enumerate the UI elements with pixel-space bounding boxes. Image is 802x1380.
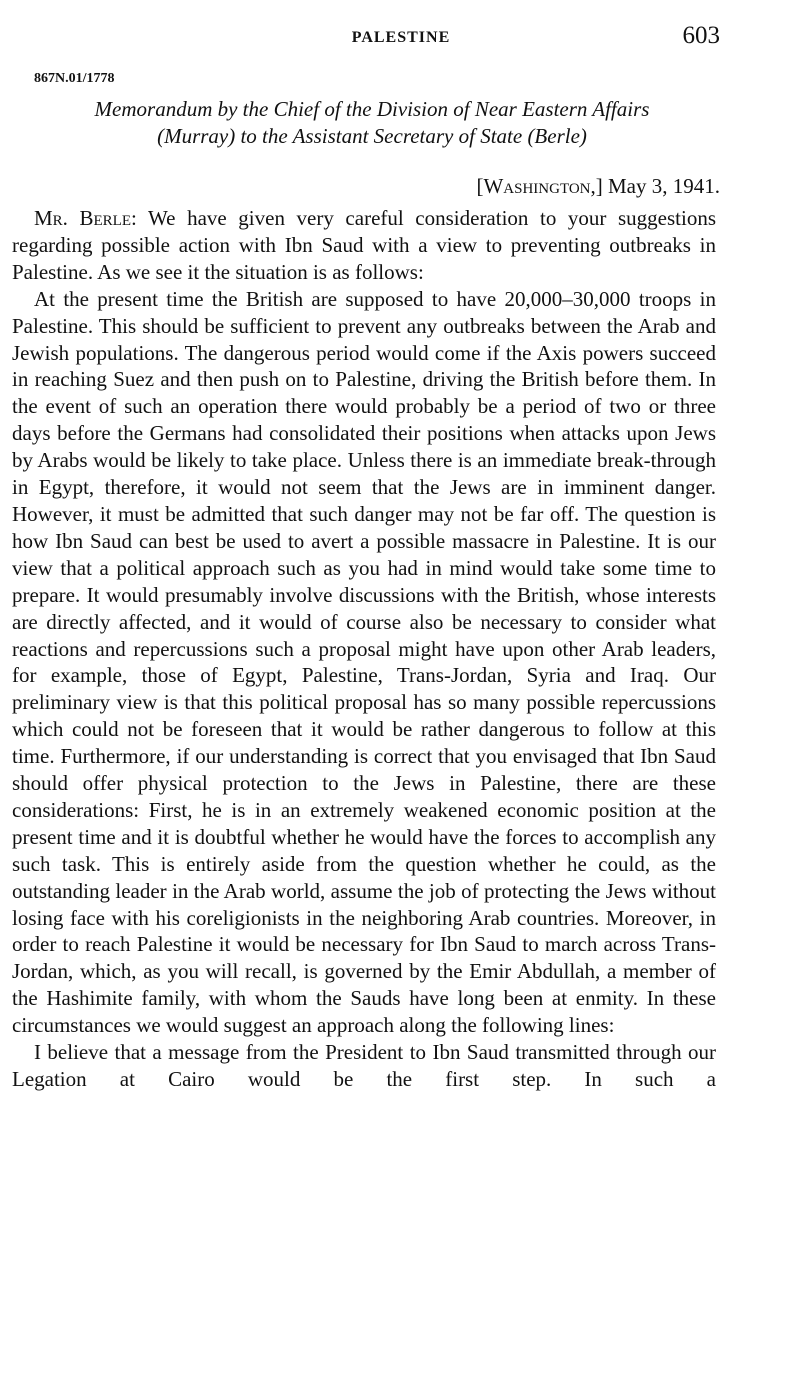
running-title: PALESTINE — [351, 29, 451, 46]
running-head — [0, 22, 802, 56]
dateline — [476, 174, 720, 199]
page-number: 603 — [682, 22, 720, 49]
document-title-line-1: Memorandum by the Chief of the Division of Near Eastern Affairs — [94, 97, 650, 121]
salutation: Mr. Berle: — [34, 206, 137, 230]
paragraph-3: I believe that a message from the President to Ibn Saud transmitted through our Legation at Cairo would be the first step. In such a — [12, 1040, 716, 1091]
memorandum-body — [12, 205, 716, 1093]
dateline-place: [Washington,] — [476, 174, 603, 198]
document-title — [16, 96, 728, 150]
paragraph-2: At the present time the British are supposed to have 20,000–30,000 troops in Palestine. This should be sufficient to prevent any outbreaks between the Arab and Jewish populations. The dangerous period would come if the Axis powers succeed in reaching Suez and then push on to Palestine, driving the British before them. In the event of such an operation there would probably be a period of two or three days before the Germans had consolidated their positions when attacks upon Jews by Arabs would be likely to take place. Unless there is an immediate break-through in Egypt, therefore, it would not seem that the Jews are in imminent danger. However, it must be admitted that such danger may not be far off. The question is how Ibn Saud can best be used to avert a possible massacre in Palestine. It is our view that a political approach such as you had in mind would take some time to prepare. It would presumably involve discussions with the British, whose interests are directly affected, and it would of course also be necessary to consider what reactions and repercussions such a proposal might have upon other Arab leaders, for example, those of Egypt, Palestine, Trans-Jordan, Syria and Iraq. Our preliminary view is that this political proposal has so many possible repercussions which could not be foreseen that it would be rather dangerous to follow at this time. Furthermore, if our understanding is correct that you envisaged that Ibn Saud should offer physical protection to the Jews in Palestine, there are these considerations: First, he is in an extremely weakened economic position at the present time and it is doubtful whether he would have the forces to accomplish any such task. This is entirely aside from the question whether he could, as the outstanding leader in the Arab world, assume the job of protecting the Jews without losing face with his coreligionists in the neighboring Arab countries. Moreover, in order to reach Palestine it would be necessary for Ibn Saud to march across Trans-Jordan, which, as you will recall, is governed by the Emir Abdullah, a member of the Hashimite family, with whom the Sauds have long been at enmity. In these circumstances we would suggest an approach along the following lines: — [12, 286, 716, 1038]
dateline-date: May 3, 1941. — [608, 174, 720, 198]
file-number: 867N.01/1778 — [34, 71, 115, 86]
paragraph-1 — [12, 205, 716, 286]
document-title-line-2: (Murray) to the Assistant Secretary of State (Berle) — [157, 124, 587, 148]
paragraph-1-text: We have given very careful consideration to your suggestions regarding possible action with Ibn Saud with a view to preventing outbreaks in Palestine. As we see it the situation is as follows: — [12, 206, 716, 284]
